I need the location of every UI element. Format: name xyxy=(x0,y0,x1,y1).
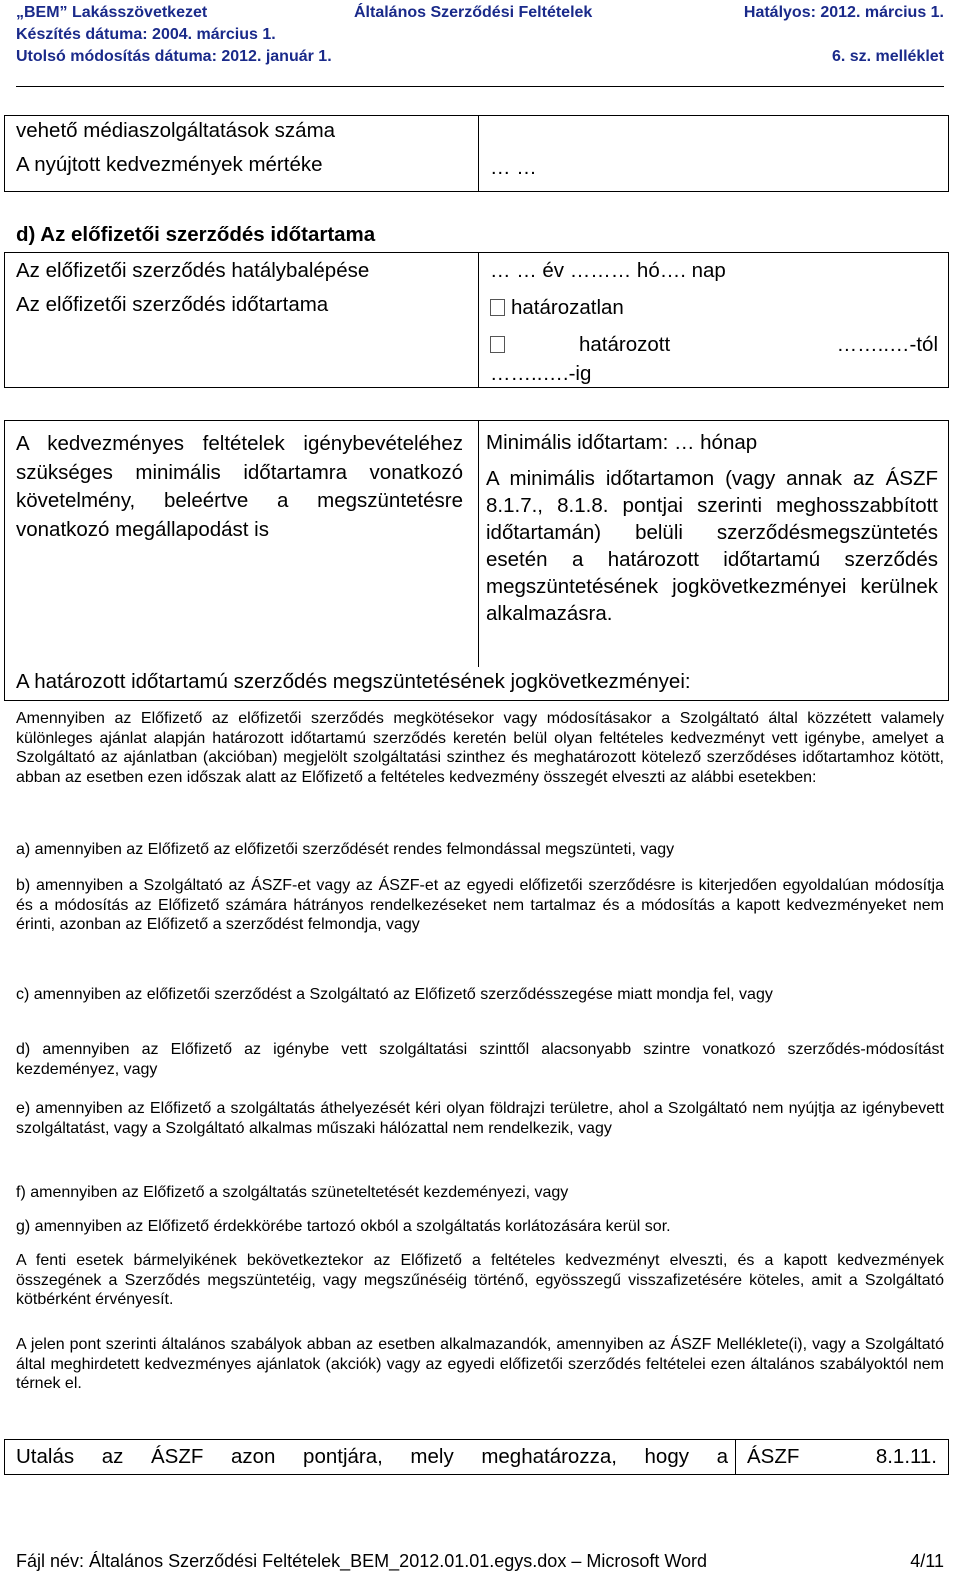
header-annex: 6. sz. melléklet xyxy=(831,48,944,65)
reference-label-text: Utalás az ÁSZF azon pontjára, mely meghatározza, hogy a xyxy=(16,1445,728,1468)
option-definite-label: határozott xyxy=(579,333,671,356)
option-indefinite-label: határozatlan xyxy=(511,296,624,319)
min-term-months: Minimális időtartam: … hónap xyxy=(486,431,758,454)
page-footer xyxy=(16,1551,944,1572)
checkbox-definite[interactable] xyxy=(490,336,505,353)
reference-divider xyxy=(735,1439,736,1475)
services-table-divider xyxy=(478,115,479,192)
reference-label xyxy=(16,1445,728,1469)
header-created: Készítés dátuma: 2004. március 1. xyxy=(16,26,276,43)
footer-page-number: 4/11 xyxy=(910,1551,944,1571)
min-term-divider xyxy=(478,420,479,667)
header-divider xyxy=(16,86,944,87)
footer-filename: Fájl név: Általános Szerződési Feltételek_BEM_2012.01.01.egys.dox – Microsoft Word xyxy=(16,1551,708,1571)
option-indefinite[interactable] xyxy=(490,296,624,320)
term-from-value: ……..…-tól xyxy=(836,333,938,356)
intro-paragraph: Amennyiben az Előfizető az előfizetői szerződés megkötésekor vagy módosításakor a Szolgáltató által közzétett valamely különleges ajánlat alapján határozott időtartamú szerződés keretén belül olyan feltételes kedvezményt vett igénybe, amelyet a Szolgáltató az ajánlatban (akcióban) megjelölt szolgáltatási szinthez és meghatározott kötelező szerződéses időtartamhoz kötött, abban az esetben ezen időszak alatt az Előfizető a feltételes kedvezmény összegét elveszti az alábbi esetekben: xyxy=(16,710,944,786)
loss-paragraph: A fenti esetek bármelyikének bekövetkeztekor az Előfizető a feltételes kedvezményt elveszti, és a kapott kedvezmények összegének a Szerződés megszüntetéig, vagy megszűnéséig történő, egyösszegű visszafizetésére köteles, amit a Szolgáltató kötbérként érvényesít. xyxy=(16,1252,944,1308)
case-b: b) amennyiben a Szolgáltató az ÁSZF-et vagy az ÁSZF-et az egyedi előfizetői szerződésre is kiterjedően egyoldalúan módosítja és a módosítás az Előfizető számára hátrányos rendelkezéseket nem tartalmaz és a módosítás a kapott kedvezményeket nem érinti, azonban az Előfizető a szerződést felmondja, vagy xyxy=(16,877,944,933)
term-label: Az előfizetői szerződés időtartama xyxy=(16,293,329,316)
min-term-description: A minimális időtartamon (vagy annak az ÁSZF 8.1.7., 8.1.8. pontjai szerinti meghosszabbított időtartamán) belüli szerződésmegszüntetés esetén a határozott időtartamú szerződés megszüntetésének jogkövetkezményei kerülnek alkalmazásra. xyxy=(486,467,938,625)
general-rules-paragraph: A jelen pont szerinti általános szabályok abban az esetben alkalmazandók, amennyiben az ÁSZF Melléklete(i), vagy a Szolgáltató által meghirdetett kedvezményes ajánlatok (akciók) vagy az egyedi előfizetői szerződés feltételei ezen általános szabályoktól nem térnek el. xyxy=(16,1336,944,1392)
consequences-heading: A határozott időtartamú szerződés megszüntetésének jogkövetkezményei: xyxy=(16,670,691,693)
case-a: a) amennyiben az Előfizető az előfizetői szerződését rendes felmondással megszünteti, vagy xyxy=(16,841,675,858)
case-f: f) amennyiben az Előfizető a szolgáltatás szüneteltetését kezdeményezi, vagy xyxy=(16,1184,569,1201)
option-definite[interactable] xyxy=(490,333,670,357)
discount-rate-value: … … xyxy=(490,156,537,179)
effective-date-value: … … év ……… hó…. nap xyxy=(490,259,726,282)
min-term-requirement-label: A kedvezményes feltételek igénybevételéhez szükséges minimális időtartamra vonatkozó követelmény, beleértve a megszüntetésre vonatkozó megállapodást is xyxy=(16,432,463,541)
section-d-heading: d) Az előfizetői szerződés időtartama xyxy=(16,223,376,246)
reference-value-text: ÁSZF 8.1.11. xyxy=(747,1445,937,1468)
header-modified: Utolsó módosítás dátuma: 2012. január 1. xyxy=(16,48,332,65)
case-e: e) amennyiben az Előfizető a szolgáltatás áthelyezését kéri olyan földrajzi területre, ahol a Szolgáltató nem nyújtja az igénybevett szolgáltatást, vagy a Szolgáltató alkalmas műszaki hálózattal nem rendelkezik, vagy xyxy=(16,1100,944,1137)
services-count-label: vehető médiaszolgáltatások száma xyxy=(16,119,336,142)
case-c: c) amennyiben az előfizetői szerződést a Szolgáltató az Előfizető szerződésszegése miatt mondja fel, vagy xyxy=(16,986,773,1003)
header-effective: Hatályos: 2012. március 1. xyxy=(743,4,944,21)
checkbox-indefinite[interactable] xyxy=(490,299,505,316)
discount-rate-label: A nyújtott kedvezmények mértéke xyxy=(16,153,323,176)
header-company: „BEM” Lakásszövetkezet xyxy=(16,4,208,21)
case-d: d) amennyiben az Előfizető az igénybe vett szolgáltatási szinttől alacsonyabb szintre vonatkozó szerződés-módosítást kezdeményez, vagy xyxy=(16,1041,944,1078)
header-doc-title: Általános Szerződési Feltételek xyxy=(354,4,593,21)
effective-date-label: Az előfizetői szerződés hatálybalépése xyxy=(16,259,370,282)
reference-value xyxy=(747,1445,937,1469)
term-table-divider xyxy=(478,252,479,388)
term-to-value: ……..….-ig xyxy=(490,362,592,385)
case-g: g) amennyiben az Előfizető érdekkörébe tartozó okból a szolgáltatás korlátozására kerül sor. xyxy=(16,1218,671,1235)
